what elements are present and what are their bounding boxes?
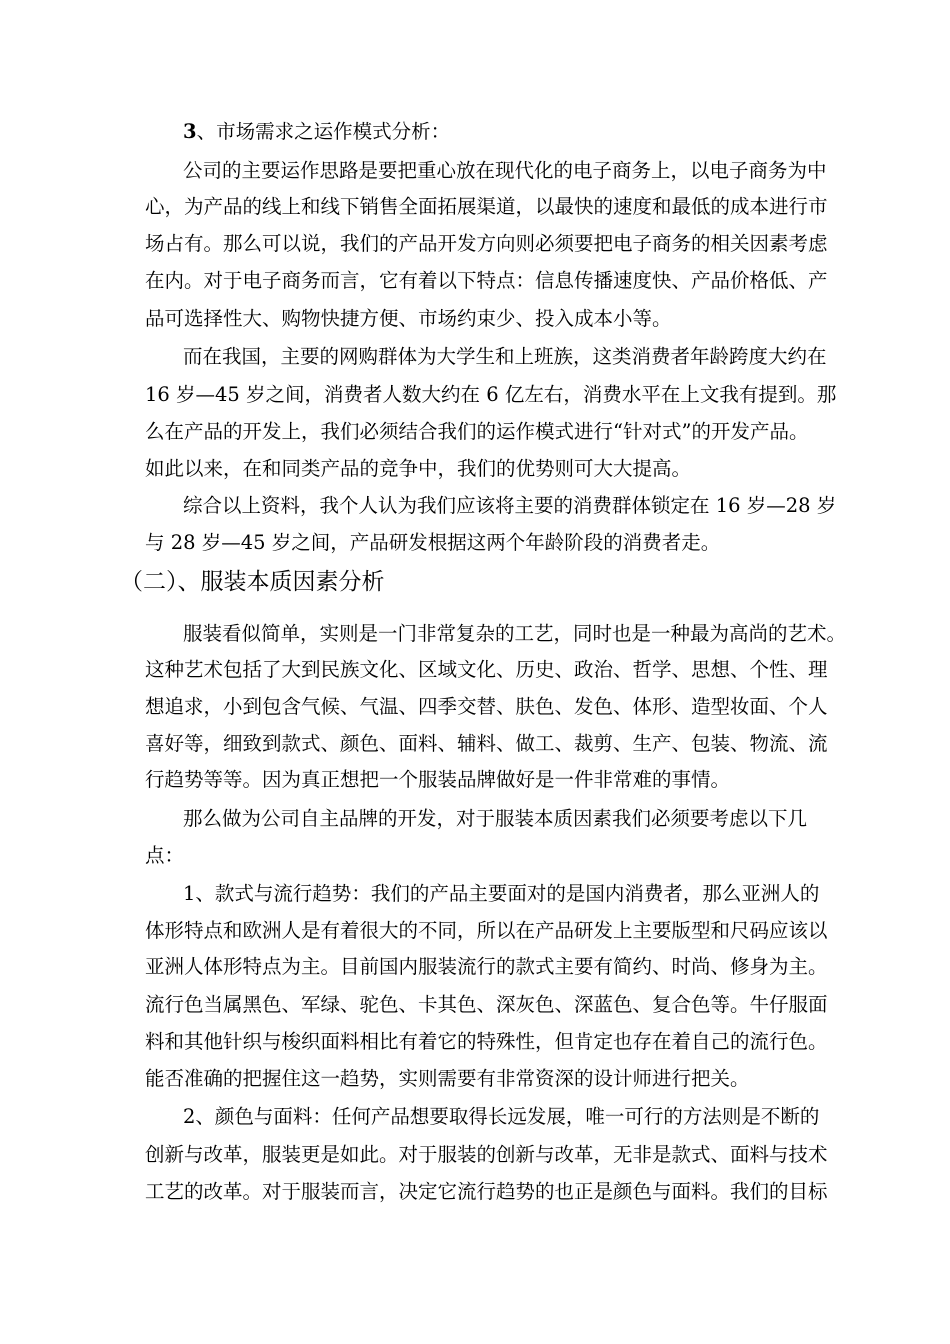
paragraph-line: 16 岁—45 岁之间，消费者人数大约在 6 亿左右，消费水平在上文我有提到。那: [145, 383, 837, 406]
paragraph-line: 公司的主要运作思路是要把重心放在现代化的电子商务上，以电子商务为中: [183, 159, 827, 182]
paragraph-line: 点：: [145, 844, 185, 867]
paragraph-line: 与 28 岁—45 岁之间，产品研发根据这两个年龄阶段的消费者走。: [145, 531, 721, 554]
paragraph-line: 行趋势等等。因为真正想把一个服装品牌做好是一件非常难的事情。: [145, 768, 731, 791]
paragraph-line: 这种艺术包括了大到民族文化、区域文化、历史、政治、哲学、思想、个性、理: [145, 658, 828, 681]
subsection-title: 、市场需求之运作模式分析：: [196, 120, 451, 143]
paragraph-line: 么在产品的开发上，我们必须结合我们的运作模式进行“针对式”的开发产品。: [145, 420, 809, 443]
paragraph-line: 品可选择性大、购物快捷方便、市场约束少、投入成本小等。: [145, 307, 672, 330]
section-heading: （二）、服装本质因素分析: [120, 569, 385, 595]
paragraph-line: 心，为产品的线上和线下销售全面拓展渠道，以最快的速度和最低的成本进行市: [145, 195, 828, 218]
paragraph-line: 能否准确的把握住这一趋势，实则需要有非常资深的设计师进行把关。: [145, 1067, 750, 1090]
paragraph-line: 而在我国，主要的网购群体为大学生和上班族，这类消费者年龄跨度大约在: [183, 345, 827, 368]
paragraph-line: 那么做为公司自主品牌的开发，对于服装本质因素我们必须要考虑以下几: [183, 807, 808, 830]
paragraph-line: 料和其他针织与梭织面料相比有着它的特殊性，但肯定也存在着自己的流行色。: [145, 1030, 828, 1053]
paragraph-line: 喜好等，细致到款式、颜色、面料、辅料、做工、裁剪、生产、包装、物流、流: [145, 732, 828, 755]
paragraph-line: 工艺的改革。对于服装而言，决定它流行趋势的也正是颜色与面料。我们的目标: [145, 1180, 828, 1203]
paragraph-line: 体形特点和欧洲人是有着很大的不同，所以在产品研发上主要版型和尺码应该以: [145, 919, 828, 942]
subsection-heading-3: [183, 120, 450, 144]
paragraph-line: 在内。对于电子商务而言，它有着以下特点：信息传播速度快、产品价格低、产: [145, 269, 828, 292]
paragraph-line: 综合以上资料，我个人认为我们应该将主要的消费群体锁定在 16 岁—28 岁: [183, 494, 837, 517]
paragraph-line: 创新与改革，服装更是如此。对于服装的创新与改革，无非是款式、面料与技术: [145, 1143, 828, 1166]
paragraph-line: 想追求，小到包含气候、气温、四季交替、肤色、发色、体形、造型妆面、个人: [145, 695, 828, 718]
paragraph-line: 亚洲人体形特点为主。目前国内服装流行的款式主要有简约、时尚、修身为主。: [145, 955, 828, 978]
paragraph-line: 服装看似简单，实则是一门非常复杂的工艺，同时也是一种最为高尚的艺术。: [183, 622, 847, 645]
paragraph-line: 流行色当属黑色、军绿、驼色、卡其色、深灰色、深蓝色、复合色等。牛仔服面: [145, 993, 828, 1016]
paragraph-line: 2、颜色与面料：任何产品想要取得长远发展，唯一可行的方法则是不断的: [183, 1105, 820, 1128]
paragraph-line: 如此以来，在和同类产品的竞争中，我们的优势则可大大提高。: [145, 457, 692, 480]
subsection-number: 3: [183, 120, 197, 143]
paragraph-line: 场占有。那么可以说，我们的产品开发方向则必须要把电子商务的相关因素考虑: [145, 232, 828, 255]
paragraph-line: 1、款式与流行趋势：我们的产品主要面对的是国内消费者，那么亚洲人的: [183, 882, 820, 905]
